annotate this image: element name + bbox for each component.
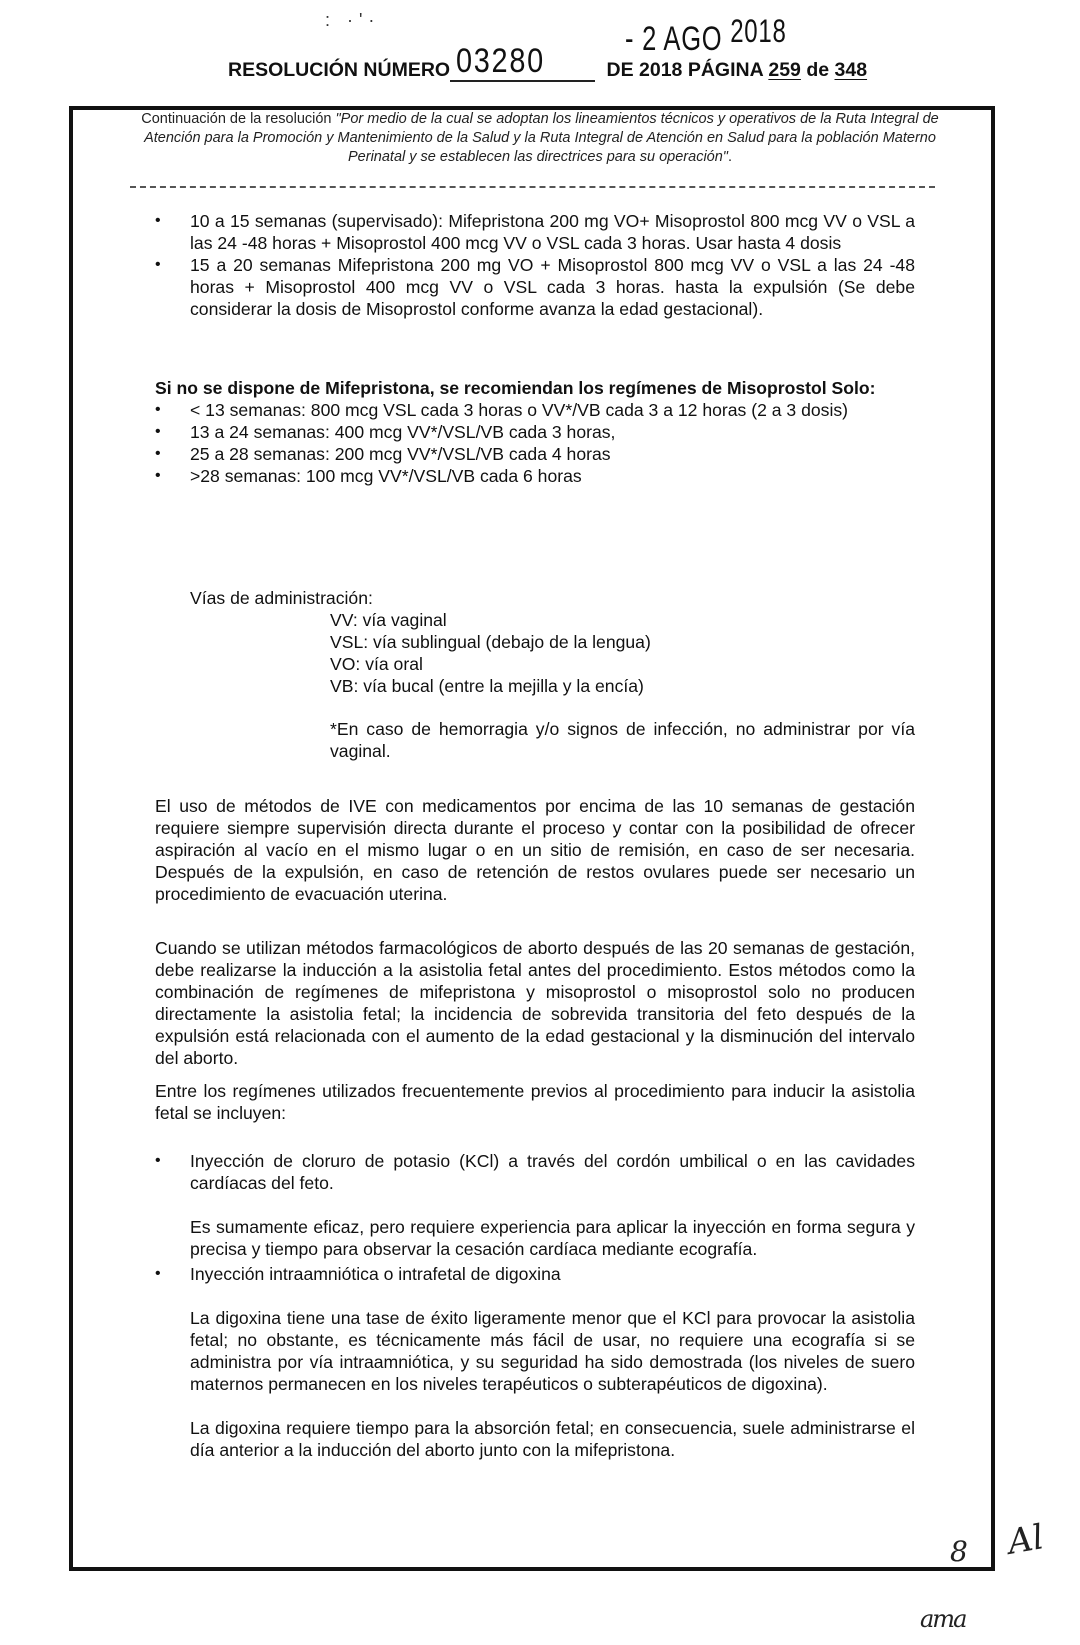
list-item: • 15 a 20 semanas Mifepristona 200 mg VO + Misoprostol 800 mcg VV o VSL a las 24 -48 horas + Misoprostol 400 mcg VV o VSL cada 3 horas. hasta la expulsión (Se debe considerar la dosis de Misoprostol conforme avanza la edad gestacional). [155, 254, 915, 320]
list-item: • 10 a 15 semanas (supervisado): Mifepristona 200 mg VO+ Misoprostol 800 mcg VV o VSL a las 24 -48 horas + Misoprostol 400 mcg VV o VSL cada 3 horas. Usar hasta 4 dosis [155, 210, 915, 254]
resolution-title-quote: "Por medio de la cual se adoptan los lineamientos técnicos y operativos de la Ruta Integral de Atención para la Promoción y Mantenimiento de la Salud y la Ruta Integral de Atención en Salud para la población Materno Perinatal y se establecen las directrices para su operación" [144, 111, 939, 165]
kcl-section [155, 1150, 915, 1260]
header-mid: DE 2018 PÁGINA [606, 59, 763, 81]
stamp-marks: : ·'· [325, 10, 381, 30]
continuation-tail: . [727, 149, 732, 165]
dashed-divider [130, 186, 935, 188]
after-20-weeks-paragraph: Cuando se utilizan métodos farmacológicos de aborto después de las 20 semanas de gestación, debe realizarse la inducción a la asistolia fetal antes del procedimiento. Estos métodos como la combinación de regímenes de mifepristona y misoprostol o misoprostol solo no producen directamente la asistolia fetal; la incidencia de sobrevida transitoria del feto después de la expulsión está relacionada con el aumento de la edad gestacional y la disminución del intervalo del aborto. [155, 938, 915, 1068]
resolution-header [228, 42, 868, 82]
digoxin-note-2: La digoxina requiere tiempo para la absorción fetal; en consecuencia, suele administrarse el día anterior a la inducción del aborto junto con la mifepristona. [190, 1418, 915, 1460]
handwritten-initial: 8 [950, 1535, 968, 1568]
route-item: VV: vía vaginal [330, 610, 447, 630]
date-stamp [625, 13, 787, 59]
ive-paragraph: El uso de métodos de IVE con medicamentos por encima de las 10 semanas de gestación requiere siempre supervisión directa durante el proceso y contar con la posibilidad de ofrecer aspiración al vacío en el mismo lugar o en un sitio de remisión, en caso de ser necesaria. Después de la expulsión, en caso de retención de restos ovulares puede ser necesario un procedimiento de evacuación uterina. [155, 796, 915, 904]
digoxin-note-1: La digoxina tiene una tase de éxito ligeramente menor que el KCl para provocar la asistolia fetal; no obstante, es técnicamente más fácil de usar, no requiere una ecografía si se administra por vía intraamniótica, y su seguridad ha sido demostrada (los niveles de suero maternos permanecen en los niveles terapéuticos o subterapéuticos de digoxina). [190, 1308, 915, 1394]
page-number: 259 [768, 59, 801, 81]
continuation-lead: Continuación de la resolución [141, 111, 336, 127]
route-item: VSL: vía sublingual (debajo de la lengua) [330, 632, 651, 652]
date-stamp-day-month: - 2 AGO [625, 20, 723, 58]
mifepristone-regimens [155, 210, 915, 320]
section-heading: Si no se dispone de Mifepristona, se recomiendan los regímenes de Misoprostol Solo: [155, 378, 876, 398]
list-item: • >28 semanas: 100 mcg VV*/VSL/VB cada 6 horas [155, 465, 915, 487]
regimens-intro-wrap [155, 1080, 915, 1124]
total-pages: 348 [834, 59, 868, 81]
header-of: de [806, 59, 830, 81]
handwritten-signature: ama [920, 1605, 966, 1633]
list-item: • Inyección de cloruro de potasio (KCl) a través del cordón umbilical o en las cavidades cardíacas del feto. [155, 1150, 915, 1194]
continuation-note [140, 110, 940, 167]
handwritten-initial-margin: Al [1004, 1517, 1047, 1563]
list-item: • < 13 semanas: 800 mcg VSL cada 3 horas o VV*/VB cada 3 a 12 horas (2 a 3 dosis) [155, 399, 915, 421]
date-stamp-year: 2018 [730, 13, 787, 49]
route-item: VB: vía bucal (entre la mejilla y la encía) [330, 676, 644, 696]
routes-warning-note: *En caso de hemorragia y/o signos de infección, no administrar por vía vaginal. [330, 719, 915, 761]
header-prefix: RESOLUCIÓN NÚMERO [228, 59, 451, 81]
list-item: • 25 a 28 semanas: 200 mcg VV*/VSL/VB cada 4 horas [155, 443, 915, 465]
misoprostol-section [155, 377, 915, 487]
routes-of-administration [155, 587, 915, 697]
routes-note-wrap [155, 718, 915, 762]
kcl-note: Es sumamente eficaz, pero requiere experiencia para aplicar la inyección en forma segura y precisa y tiempo para observar la cesación cardíaca mediante ecografía. [190, 1217, 915, 1259]
regimens-intro-paragraph: Entre los regímenes utilizados frecuentemente previos al procedimiento para inducir la asistolia fetal se incluyen: [155, 1081, 915, 1123]
digoxin-section [155, 1263, 915, 1461]
routes-title: Vías de administración: [190, 588, 373, 608]
ive-paragraph-wrap [155, 795, 915, 905]
resolution-number: 03280 [456, 42, 545, 80]
list-item: • Inyección intraamniótica o intrafetal de digoxina [155, 1263, 915, 1285]
list-item: • 13 a 24 semanas: 400 mcg VV*/VSL/VB cada 3 horas, [155, 421, 915, 443]
resolution-number-field [450, 42, 595, 82]
route-item: VO: vía oral [330, 654, 423, 674]
after-20-weeks-paragraph-wrap [155, 937, 915, 1069]
